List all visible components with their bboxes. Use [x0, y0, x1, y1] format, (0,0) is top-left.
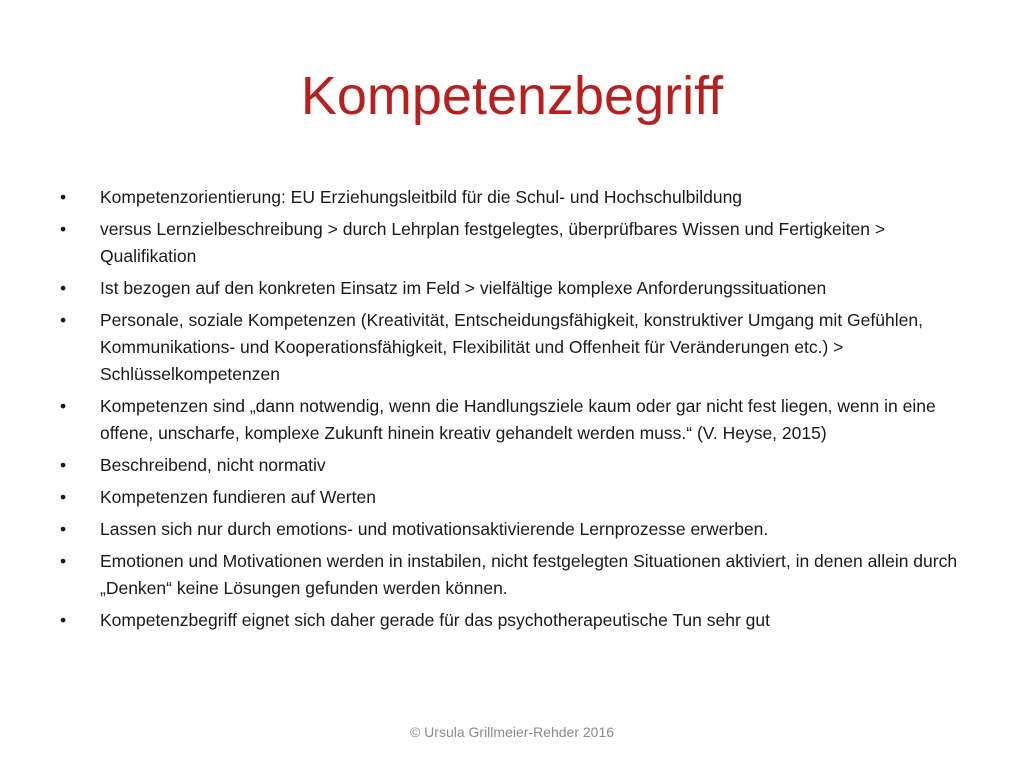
- bullet-text: Ist bezogen auf den konkreten Einsatz im Feld > vielfältige komplexe Anforderungssituationen: [100, 278, 827, 298]
- bullet-text: Kompetenzbegriff eignet sich daher gerade für das psychotherapeutische Tun sehr gut: [100, 610, 770, 630]
- bullet-dot-icon: •: [60, 187, 67, 207]
- bullet-dot-icon: •: [60, 455, 67, 475]
- bullet-item: [60, 184, 980, 211]
- bullet-item: [60, 452, 980, 479]
- bullet-list: [60, 184, 980, 639]
- bullet-dot-icon: •: [60, 219, 67, 239]
- bullet-dot-icon: •: [60, 310, 67, 330]
- bullet-dot-icon: •: [60, 610, 67, 630]
- bullet-item: [60, 484, 980, 511]
- bullet-dot-icon: •: [60, 519, 67, 539]
- bullet-text: Kompetenzorientierung: EU Erziehungsleitbild für die Schul- und Hochschulbildung: [100, 187, 743, 207]
- bullet-item: [60, 607, 980, 634]
- bullet-text: Kompetenzen sind „dann notwendig, wenn die Handlungsziele kaum oder gar nicht fest liegen, wenn in eine offene, unscharfe, komplexe Zukunft hinein kreativ gehandelt werden muss.“ (V. Heyse, 2015): [100, 396, 936, 443]
- bullet-dot-icon: •: [60, 396, 67, 416]
- copyright-footer: © Ursula Grillmeier-Rehder 2016: [409, 724, 615, 740]
- bullet-item: [60, 216, 980, 270]
- bullet-text: Lassen sich nur durch emotions- und motivationsaktivierende Lernprozesse erwerben.: [100, 519, 769, 539]
- bullet-dot-icon: •: [60, 278, 67, 298]
- bullet-item: [60, 548, 980, 602]
- bullet-dot-icon: •: [60, 551, 67, 571]
- bullet-dot-icon: •: [60, 487, 67, 507]
- bullet-item: [60, 275, 980, 302]
- slide-title: Kompetenzbegriff: [300, 66, 724, 126]
- bullet-text: Beschreibend, nicht normativ: [100, 455, 326, 475]
- bullet-text: Emotionen und Motivationen werden in instabilen, nicht festgelegten Situationen aktiviert, in denen allein durch „Denken“ keine Lösungen gefunden werden können.: [100, 551, 958, 598]
- bullet-text: Kompetenzen fundieren auf Werten: [100, 487, 376, 507]
- bullet-item: [60, 393, 980, 447]
- bullet-item: [60, 307, 980, 388]
- bullet-text: versus Lernzielbeschreibung > durch Lehrplan festgelegtes, überprüfbares Wissen und Fertigkeiten > Qualifikation: [100, 219, 886, 266]
- bullet-text: Personale, soziale Kompetenzen (Kreativität, Entscheidungsfähigkeit, konstruktiver Umgang mit Gefühlen, Kommunikations- und Kooperationsfähigkeit, Flexibilität und Offenheit für Veränderungen etc.) > Schlüsselkompetenzen: [100, 310, 923, 384]
- bullet-item: [60, 516, 980, 543]
